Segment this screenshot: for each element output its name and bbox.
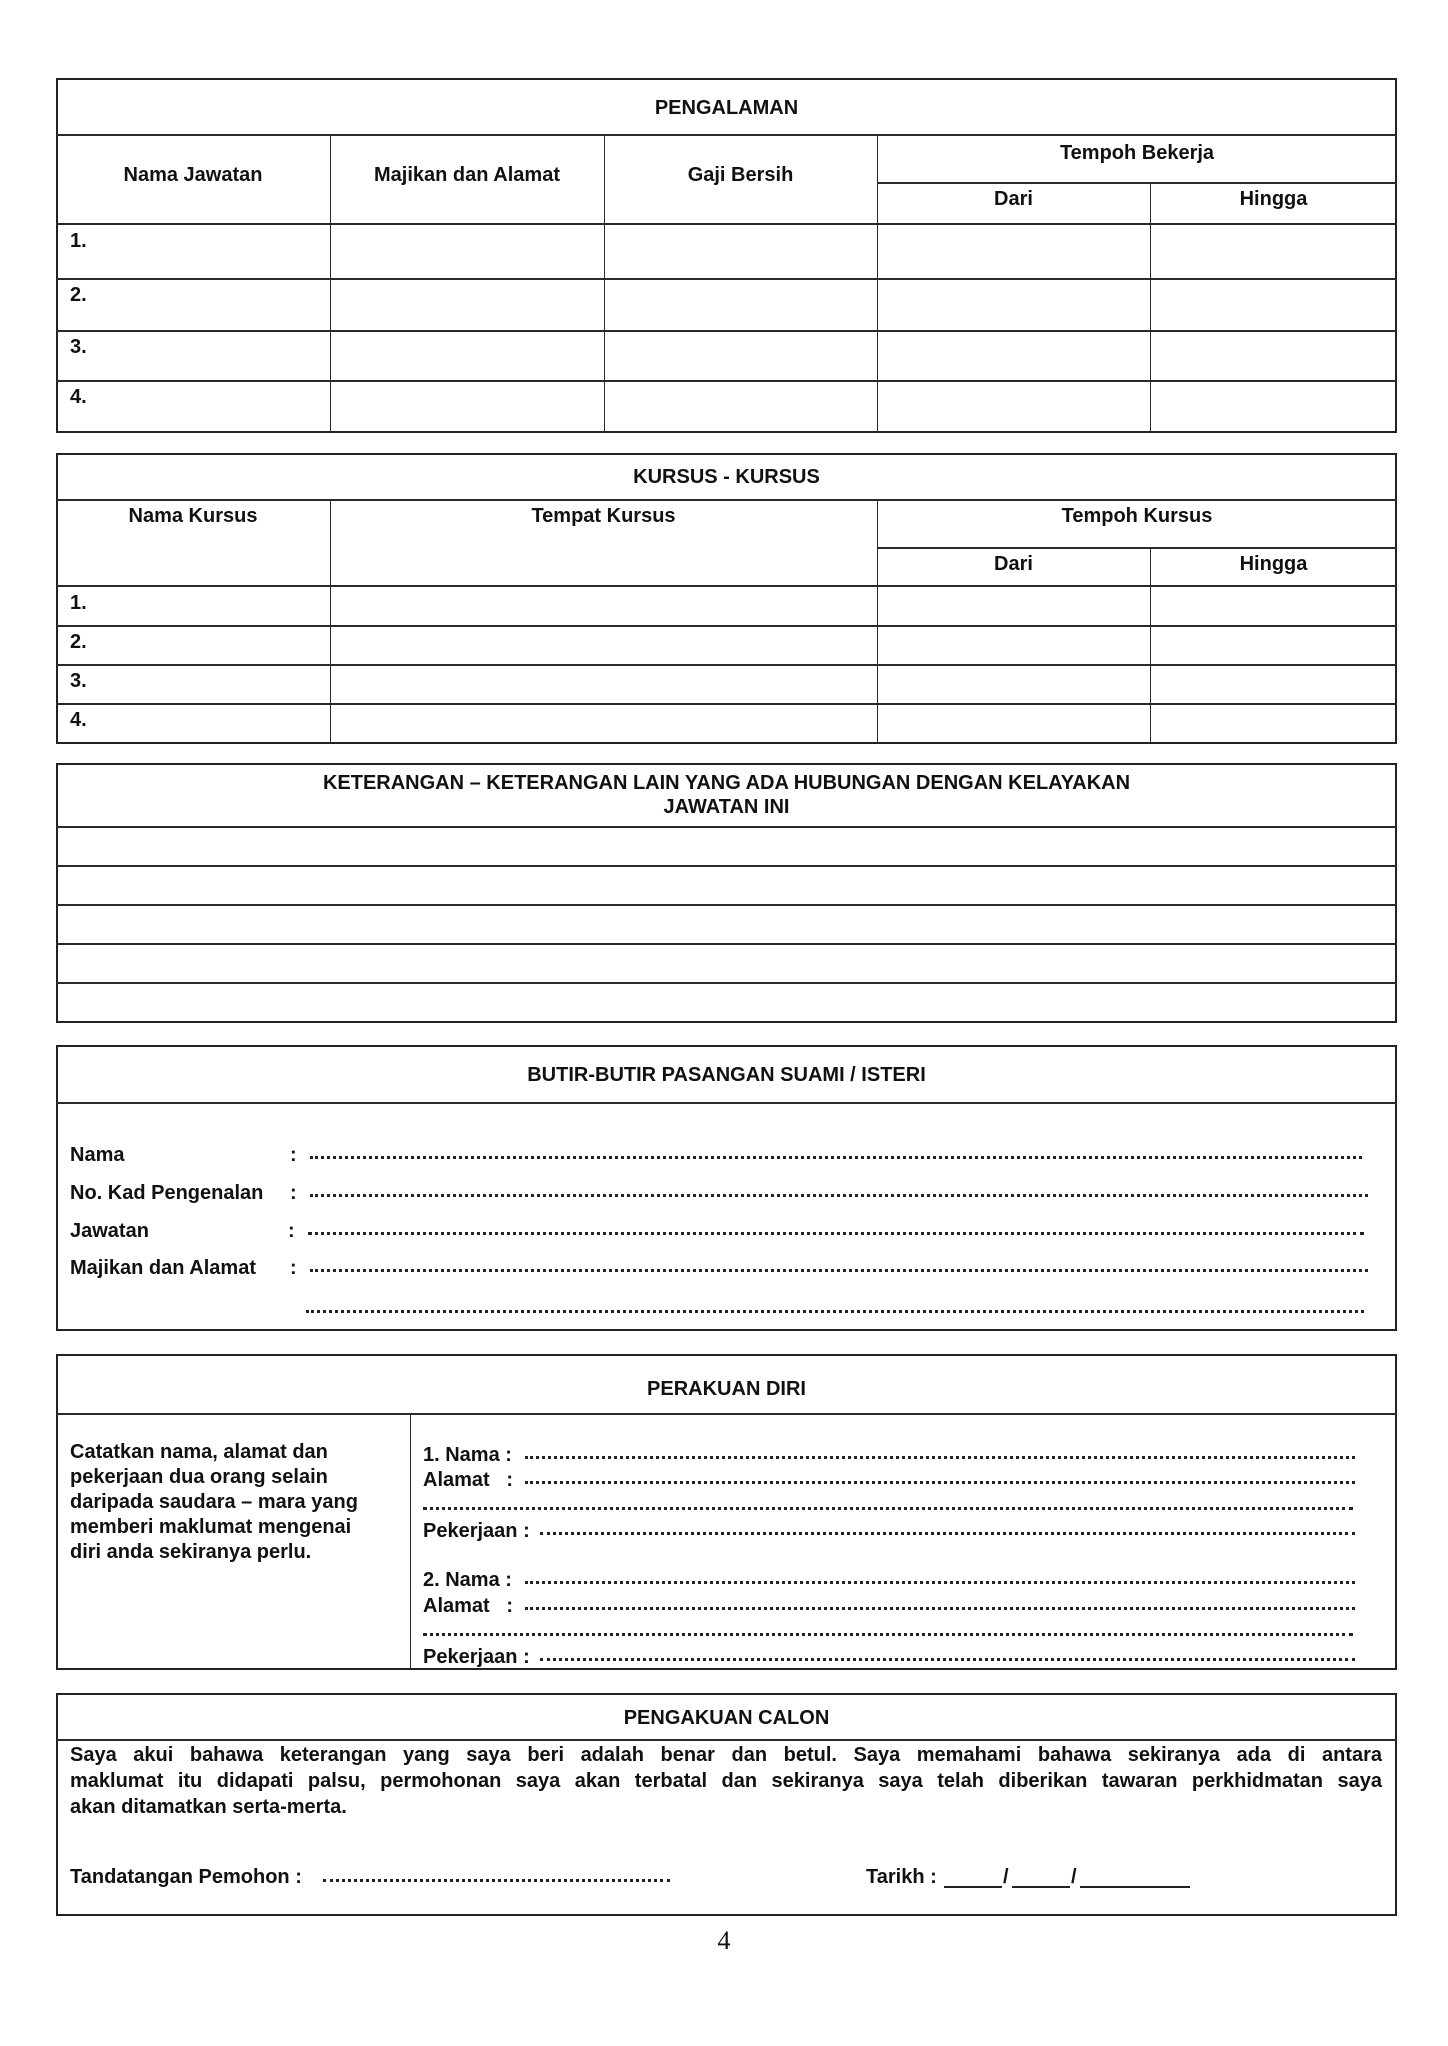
divider <box>56 134 1397 136</box>
declaration-line: maklumat itu didapati palsu, permohonan saya akan terbatal dan sekiranya saya telah diberikan tawaran perkhidmatan saya <box>70 1770 1382 1792</box>
referee1-alamat-field-continued[interactable] <box>423 1507 1353 1510</box>
page-number: 4 <box>717 1926 731 1955</box>
row-number: 2. <box>70 631 87 653</box>
kursus-title: KURSUS - KURSUS <box>633 466 820 488</box>
pengalaman-row2-gaji-field[interactable] <box>606 281 875 329</box>
instruction-line: Catatkan nama, alamat dan <box>70 1441 328 1463</box>
divider <box>56 943 1397 945</box>
row-number: 1. <box>70 230 87 252</box>
kursus-row2-dari-field[interactable] <box>879 627 1148 663</box>
pengalaman-row3-hingga-field[interactable] <box>1152 333 1395 379</box>
pengalaman-row3-dari-field[interactable] <box>879 333 1148 379</box>
colon: : <box>290 1144 297 1166</box>
column-header-dari: Dari <box>994 553 1033 575</box>
pasangan-jawatan-field[interactable] <box>308 1232 1364 1235</box>
row-number: 1. <box>70 592 87 614</box>
pengalaman-row4-dari-field[interactable] <box>879 383 1148 431</box>
instruction-line: pekerjaan dua orang selain <box>70 1466 328 1488</box>
pasangan-no-kad-field[interactable] <box>310 1194 1368 1197</box>
column-header-nama-jawatan: Nama Jawatan <box>123 164 263 186</box>
divider <box>877 135 878 432</box>
row-number: 3. <box>70 670 87 692</box>
divider <box>56 1739 1397 1741</box>
kursus-row1-tempat-field[interactable] <box>332 588 875 624</box>
divider <box>877 500 878 743</box>
pengalaman-row2-dari-field[interactable] <box>879 281 1148 329</box>
divider <box>56 982 1397 984</box>
pengalaman-row2-nama-jawatan-field[interactable] <box>100 281 328 329</box>
referee1-pekerjaan-field[interactable] <box>540 1532 1355 1535</box>
divider <box>410 1414 411 1669</box>
kursus-row4-tempat-field[interactable] <box>332 705 875 742</box>
pengalaman-row4-majikan-field[interactable] <box>332 383 602 431</box>
keterangan-line-4-field[interactable] <box>58 946 1395 981</box>
divider <box>56 585 1397 587</box>
divider <box>1150 183 1151 432</box>
date-separator: / <box>1071 1866 1077 1888</box>
divider <box>56 330 1397 332</box>
divider <box>56 826 1397 828</box>
divider <box>1150 548 1151 743</box>
field-label-no-kad-pengenalan: No. Kad Pengenalan <box>70 1182 264 1204</box>
declaration-line: Saya akui bahawa keterangan yang saya beri adalah benar dan betul. Saya memahami bahawa sekiranya ada di antara <box>70 1744 1382 1766</box>
date-month-field[interactable] <box>1012 1866 1070 1888</box>
referee1-pekerjaan-label: Pekerjaan : <box>423 1520 530 1542</box>
kursus-row2-tempat-field[interactable] <box>332 627 875 663</box>
row-number: 2. <box>70 284 87 306</box>
kursus-row3-nama-field[interactable] <box>100 666 328 702</box>
divider <box>56 499 1397 501</box>
pengalaman-row1-majikan-field[interactable] <box>332 226 602 277</box>
instruction-line: diri anda sekiranya perlu. <box>70 1541 312 1563</box>
kursus-row4-hingga-field[interactable] <box>1152 705 1395 742</box>
signature-label: Tandatangan Pemohon : <box>70 1866 302 1888</box>
pengakuan-title: PENGAKUAN CALON <box>623 1707 830 1729</box>
pasangan-majikan-field-continued[interactable] <box>306 1310 1364 1313</box>
kursus-row1-hingga-field[interactable] <box>1152 588 1395 624</box>
divider <box>877 182 1397 184</box>
colon: : <box>290 1182 297 1204</box>
kursus-row1-nama-field[interactable] <box>100 588 328 624</box>
pengalaman-row3-nama-jawatan-field[interactable] <box>100 333 328 379</box>
date-separator: / <box>1003 1866 1009 1888</box>
divider <box>56 380 1397 382</box>
divider <box>56 223 1397 225</box>
column-header-tempoh-kursus: Tempoh Kursus <box>1061 505 1213 527</box>
referee2-alamat-field-continued[interactable] <box>423 1633 1353 1636</box>
field-label-nama: Nama <box>70 1144 125 1166</box>
referee2-nama-field[interactable] <box>525 1581 1355 1584</box>
pasangan-majikan-field[interactable] <box>310 1269 1368 1272</box>
column-header-hingga: Hingga <box>1239 188 1308 210</box>
pengalaman-row3-gaji-field[interactable] <box>606 333 875 379</box>
column-header-gaji-bersih: Gaji Bersih <box>687 164 794 186</box>
kursus-row3-hingga-field[interactable] <box>1152 666 1395 702</box>
pasangan-nama-field[interactable] <box>310 1156 1362 1159</box>
referee2-alamat-label: Alamat : <box>423 1595 514 1617</box>
row-number: 4. <box>70 386 87 408</box>
perakuan-title: PERAKUAN DIRI <box>647 1378 806 1400</box>
divider <box>56 904 1397 906</box>
kursus-row2-hingga-field[interactable] <box>1152 627 1395 663</box>
keterangan-line-1-field[interactable] <box>58 829 1395 864</box>
pengalaman-row1-gaji-field[interactable] <box>606 226 875 277</box>
referee2-pekerjaan-label: Pekerjaan : <box>423 1646 530 1668</box>
pengalaman-row4-gaji-field[interactable] <box>606 383 875 431</box>
kursus-row1-dari-field[interactable] <box>879 588 1148 624</box>
pengalaman-row1-nama-jawatan-field[interactable] <box>100 226 328 277</box>
divider <box>56 1102 1397 1104</box>
kursus-row4-dari-field[interactable] <box>879 705 1148 742</box>
field-label-majikan-alamat: Majikan dan Alamat <box>70 1257 256 1279</box>
referee2-alamat-field[interactable] <box>525 1607 1355 1610</box>
pengalaman-row4-hingga-field[interactable] <box>1152 383 1395 431</box>
referee1-nama-field[interactable] <box>525 1456 1355 1459</box>
keterangan-line-3-field[interactable] <box>58 907 1395 942</box>
column-header-nama-kursus: Nama Kursus <box>128 505 258 527</box>
column-header-dari: Dari <box>994 188 1033 210</box>
declaration-line: akan ditamatkan serta-merta. <box>70 1796 347 1818</box>
pengalaman-row2-hingga-field[interactable] <box>1152 281 1395 329</box>
field-label-jawatan: Jawatan <box>70 1220 149 1242</box>
colon: : <box>288 1220 295 1242</box>
keterangan-title-line1: KETERANGAN – KETERANGAN LAIN YANG ADA HUBUNGAN DENGAN KELAYAKAN <box>322 772 1131 794</box>
kursus-row3-tempat-field[interactable] <box>332 666 875 702</box>
date-day-field[interactable] <box>944 1866 1002 1888</box>
keterangan-title-line2: JAWATAN INI <box>663 796 790 818</box>
column-header-majikan-alamat: Majikan dan Alamat <box>374 164 560 186</box>
keterangan-line-5-field[interactable] <box>58 985 1395 1021</box>
divider <box>56 1413 1397 1415</box>
instruction-line: memberi maklumat mengenai <box>70 1516 352 1538</box>
pengalaman-row4-nama-jawatan-field[interactable] <box>100 383 328 431</box>
kursus-row2-nama-field[interactable] <box>100 627 328 663</box>
divider <box>56 865 1397 867</box>
column-header-tempoh-bekerja: Tempoh Bekerja <box>1059 142 1215 164</box>
date-year-field[interactable] <box>1080 1866 1190 1888</box>
pengalaman-row3-majikan-field[interactable] <box>332 333 602 379</box>
column-header-tempat-kursus: Tempat Kursus <box>531 505 676 527</box>
row-number: 4. <box>70 709 87 731</box>
divider <box>330 500 331 743</box>
pengalaman-row1-hingga-field[interactable] <box>1152 226 1395 277</box>
kursus-row4-nama-field[interactable] <box>100 705 328 742</box>
date-label: Tarikh : <box>866 1866 937 1888</box>
referee2-pekerjaan-field[interactable] <box>540 1658 1355 1661</box>
divider <box>56 278 1397 280</box>
instruction-line: daripada saudara – mara yang <box>70 1491 358 1513</box>
divider <box>877 547 1397 549</box>
pengalaman-row1-dari-field[interactable] <box>879 226 1148 277</box>
referee1-nama-label: 1. Nama : <box>423 1444 512 1466</box>
column-header-hingga: Hingga <box>1239 553 1308 575</box>
referee1-alamat-field[interactable] <box>525 1481 1355 1484</box>
keterangan-line-2-field[interactable] <box>58 868 1395 903</box>
signature-field[interactable] <box>323 1879 670 1882</box>
referee1-alamat-label: Alamat : <box>423 1469 514 1491</box>
row-number: 3. <box>70 336 87 358</box>
kursus-row3-dari-field[interactable] <box>879 666 1148 702</box>
colon: : <box>290 1257 297 1279</box>
pengalaman-row2-majikan-field[interactable] <box>332 281 602 329</box>
pasangan-title: BUTIR-BUTIR PASANGAN SUAMI / ISTERI <box>527 1064 926 1086</box>
pengalaman-title: PENGALAMAN <box>654 97 799 119</box>
referee2-nama-label: 2. Nama : <box>423 1569 512 1591</box>
